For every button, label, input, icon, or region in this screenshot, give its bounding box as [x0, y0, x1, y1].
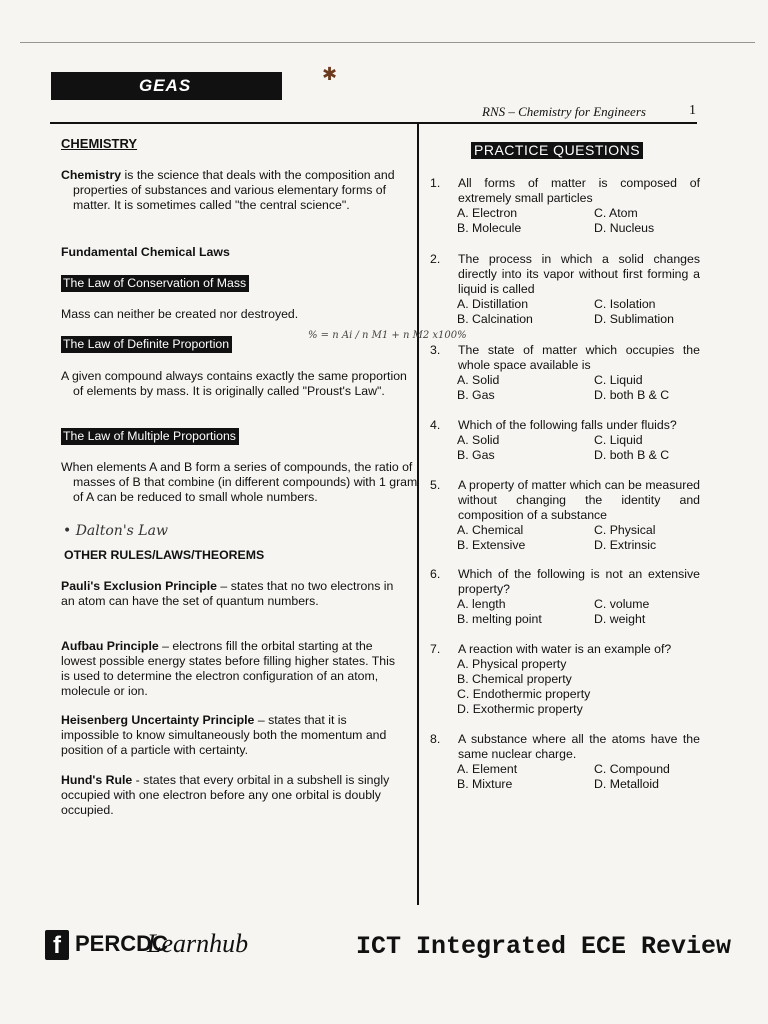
question-text: The state of matter which occupies the whole space available is	[458, 343, 700, 372]
option: C. volume	[594, 597, 650, 611]
option: C. Endothermic property	[457, 687, 591, 701]
option: B. Calcination	[457, 312, 533, 326]
option: D. Exothermic property	[457, 702, 583, 716]
facebook-icon: f	[45, 930, 69, 960]
option: B. Gas	[457, 388, 495, 402]
rule-term: Aufbau Principle	[61, 639, 159, 653]
option: D. Sublimation	[594, 312, 674, 326]
rule-text: – electrons fill the orbital starting at the lowest possible energy states before filling higher states. This is used to determine the electron configuration of an atom, molecule or ion.	[61, 639, 396, 698]
question-text: A reaction with water is an example of?	[458, 642, 672, 656]
option: B. Molecule	[457, 221, 522, 235]
rule-hund	[61, 773, 408, 818]
option: B. Chemical property	[457, 672, 572, 686]
brand-name: PERCDC	[75, 931, 168, 956]
geas-badge	[51, 72, 282, 100]
question-number: 4.	[430, 418, 441, 432]
question-text: A substance where all the atoms have the same nuclear charge.	[458, 732, 700, 761]
question-5	[430, 478, 700, 553]
question-7	[430, 642, 700, 717]
laws-heading: Fundamental Chemical Laws	[61, 245, 230, 259]
option: A. Solid	[457, 433, 500, 447]
question-6	[430, 567, 700, 627]
rule-term: Hund's Rule	[61, 773, 133, 787]
law1-title: The Law of Conservation of Mass	[61, 275, 249, 292]
option: D. both B & C	[594, 448, 670, 462]
footer	[40, 926, 740, 976]
question-8	[430, 732, 700, 792]
law2-text: A given compound always contains exactly the same proportion of elements by mass. It is originally called "Proust's Law".	[61, 369, 407, 398]
law3-title: The Law of Multiple Proportions	[61, 428, 239, 445]
option: C. Isolation	[594, 297, 656, 311]
question-text: A property of matter which can be measured without changing the identity and composition of a substance	[458, 478, 700, 522]
chem-def: is the science that deals with the composition and properties of substances and various elementary forms of matter. It is sometimes called "the central science".	[73, 168, 395, 212]
question-3	[430, 343, 700, 403]
question-text: Which of the following is not an extensive property?	[458, 567, 700, 596]
law2-title: The Law of Definite Proportion	[61, 336, 232, 353]
option: D. Nucleus	[594, 221, 655, 235]
option: B. melting point	[457, 612, 542, 626]
spider-mark-icon: ✱	[322, 64, 338, 84]
section-title: CHEMISTRY	[61, 136, 138, 151]
question-text: Which of the following falls under fluids?	[458, 418, 677, 432]
option: B. Extensive	[457, 538, 526, 552]
question-number: 2.	[430, 252, 441, 266]
question-1	[430, 176, 700, 236]
right-column	[430, 142, 700, 791]
header-rule	[50, 122, 697, 124]
question-number: 8.	[430, 732, 441, 746]
option: A. Solid	[457, 373, 500, 387]
option: A. Physical property	[457, 657, 567, 671]
chem-term: Chemistry	[61, 168, 122, 182]
law1-text: Mass can neither be created nor destroyed.	[61, 307, 299, 321]
question-number: 5.	[430, 478, 441, 492]
practice-heading: PRACTICE QUESTIONS	[471, 142, 643, 159]
option: A. length	[457, 597, 506, 611]
rule-text: - states that every orbital in a subshell is singly occupied with one electron before any one orbital is doubly occupied.	[61, 773, 390, 817]
running-title: RNS – Chemistry for Engineers	[482, 104, 646, 119]
option: B. Mixture	[457, 777, 513, 791]
option: A. Distillation	[457, 297, 529, 311]
question-text: The process in which a solid changes directly into its vapor without first forming a liquid is called	[458, 252, 700, 296]
learnhub-text: Learnhub	[147, 929, 249, 958]
rule-text: – states that no two electrons in an atom can have the set of quantum numbers.	[61, 579, 394, 608]
footer-tagline: ICT Integrated ECE Review	[356, 932, 732, 961]
option: A. Element	[457, 762, 518, 776]
option: B. Gas	[457, 448, 495, 462]
other-heading: OTHER RULES/LAWS/THEOREMS	[64, 548, 265, 562]
page-number: 1	[689, 103, 696, 118]
rule-pauli	[61, 579, 406, 609]
option: D. weight	[594, 612, 646, 626]
question-number: 7.	[430, 642, 441, 656]
option: D. Extrinsic	[594, 538, 657, 552]
option: C. Liquid	[594, 433, 643, 447]
handwritten-note: • Dalton's Law	[63, 523, 168, 539]
top-rule	[20, 42, 755, 43]
option: D. Metalloid	[594, 777, 659, 791]
question-text: All forms of matter is composed of extremely small particles	[458, 176, 700, 205]
option: C. Compound	[594, 762, 670, 776]
question-4	[430, 418, 700, 463]
handwritten-formula: % = n Ai / n M1 + n M2 x100%	[308, 330, 467, 341]
option: C. Liquid	[594, 373, 643, 387]
question-number: 1.	[430, 176, 441, 190]
chemistry-definition	[61, 168, 418, 213]
question-number: 6.	[430, 567, 441, 581]
question-2	[430, 252, 700, 327]
rule-text: – states that it is impossible to know simultaneously both the momentum and position of a particle with certainty.	[61, 713, 387, 757]
rule-term: Pauli's Exclusion Principle	[61, 579, 218, 593]
rule-aufbau	[61, 639, 406, 699]
law3-text: When elements A and B form a series of compounds, the ratio of masses of B that combine (in different compounds) with 1 gram of A can be reduced to small whole numbers.	[61, 460, 418, 504]
column-divider	[417, 122, 419, 905]
badge-text: GEAS	[139, 76, 192, 95]
option: C. Atom	[594, 206, 638, 220]
option: C. Physical	[594, 523, 656, 537]
option: D. both B & C	[594, 388, 670, 402]
rule-term: Heisenberg Uncertainty Principle	[61, 713, 255, 727]
question-number: 3.	[430, 343, 441, 357]
rule-heisenberg	[61, 713, 406, 758]
option: A. Chemical	[457, 523, 524, 537]
option: A. Electron	[457, 206, 518, 220]
